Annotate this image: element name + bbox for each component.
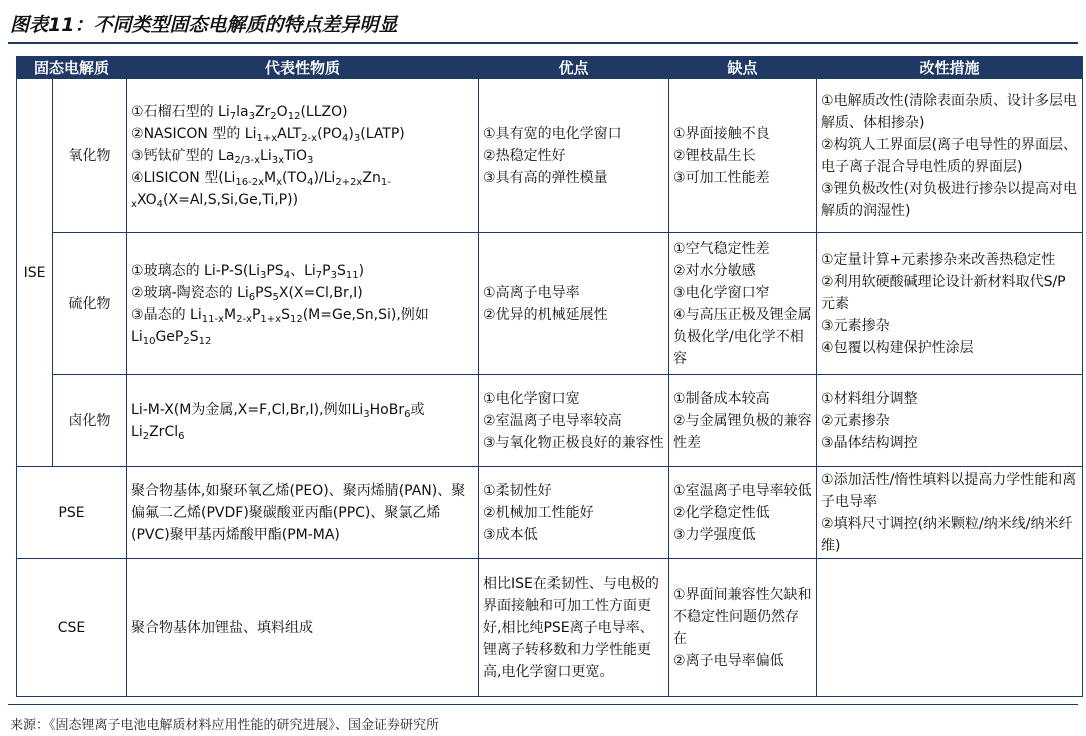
table-row-oxide (17, 79, 1083, 233)
pros-cell: 相比ISE在柔韧性、与电极的界面接触和可加工性方面更好,相比纯PSE离子电导率、锂离子转移数和力学性能更高,电化学窗口更宽。 (479, 559, 669, 697)
materials-cell: ①石榴石型的 $Li_7la_3Zr_2O_{12}(LLZO)$ ②NASICON 型的 $Li_{1+x}ALT_{2-x}(PO_4)_3(LATP)$ ③钙钛矿型的 $La_{2/3-x}Li_{3x}TiO_3$ ④LISICON 型$(Li_{16-2x}M_x(TO_4)/Li_{2+2x}Zn_{1-x}XO_4(X=Al,S,Si,Ge,Ti,P))$ (127, 79, 479, 233)
ise-group-label: ISE (17, 79, 53, 467)
type-name: 硫化物 (53, 233, 127, 375)
materials-cell: 聚合物基体,如聚环氧乙烯(PEO)、聚丙烯腈(PAN)、聚偏氟二乙烯(PVDF)聚碳酸亚丙酯(PPC)、聚氯乙烯(PVC)聚甲基丙烯酸甲酯(PM-MA) (127, 467, 479, 559)
header-materials: 代表性物质 (127, 57, 479, 79)
modifications-cell: ①材料组分调整 ②元素掺杂 ③晶体结构调控 (817, 375, 1083, 467)
header-cons: 缺点 (669, 57, 817, 79)
modifications-cell: ①电解质改性(清除表面杂质、设计多层电解质、体相掺杂) ②构筑人工界面层(离子电导性的界面层、电子离子混合导电性质的界面层) ③锂负极改性(对负极进行掺杂以提高对电解质的润湿性) (817, 79, 1083, 233)
table-header-row (17, 57, 1083, 79)
type-name: PSE (17, 467, 127, 559)
type-name: 卤化物 (53, 375, 127, 467)
type-name: CSE (17, 559, 127, 697)
table-row-halide (17, 375, 1083, 467)
modifications-cell (817, 559, 1083, 697)
pros-cell: ①电化学窗口宽 ②室温离子电导率较高 ③与氧化物正极良好的兼容性 (479, 375, 669, 467)
modifications-cell: ①添加活性/惰性填料以提高力学性能和离子电导率 ②填料尺寸调控(纳米颗粒/纳米线/纳米纤维) (817, 467, 1083, 559)
table-row-pse (17, 467, 1083, 559)
header-modifications: 改性措施 (817, 57, 1083, 79)
header-pros: 优点 (479, 57, 669, 79)
table-row-sulfide (17, 233, 1083, 375)
type-name: 氧化物 (53, 79, 127, 233)
cons-cell: ①制备成本较高 ②与金属锂负极的兼容性差 (669, 375, 817, 467)
source-divider (8, 704, 1078, 705)
pros-cell: ①柔韧性好 ②机械加工性能好 ③成本低 (479, 467, 669, 559)
materials-cell: ①玻璃态的 $Li-P-S(Li_3PS_4$、$Li_7P_3S_{11}$) ②玻璃-陶瓷态的 $Li_6PS_5X(X=Cl,Br,I)$ ③晶态的 $Li_{11-x}M_{2-x}P_{1+x}S_{12}(M=Ge,Sn,Si)$,例如$Li_{10}GeP_2S_{12}$ (127, 233, 479, 375)
table-row-cse (17, 559, 1083, 697)
cons-cell: ①界面间兼容性欠缺和不稳定性问题仍然存在 ②离子电导率偏低 (669, 559, 817, 697)
page-title: 图表11：不同类型固态电解质的特点差异明显 (10, 14, 398, 36)
source-note: 来源：《固态锂离子电池电解质材料应用性能的研究进展》、国金证券研究所 (10, 718, 440, 733)
modifications-cell: ①定量计算+元素掺杂来改善热稳定性 ②利用软硬酸碱理论设计新材料取代S/P元素 ③元素掺杂 ④包覆以构建保护性涂层 (817, 233, 1083, 375)
pros-cell: ①高离子电导率 ②优异的机械延展性 (479, 233, 669, 375)
cons-cell: ①界面接触不良 ②锂枝晶生长 ③可加工性能差 (669, 79, 817, 233)
electrolyte-comparison-table (16, 56, 1083, 697)
materials-cell: 聚合物基体加锂盐、填料组成 (127, 559, 479, 697)
materials-cell: Li-M-X(M为金属,X=F,Cl,Br,I),例如$Li_3HoBr_6$或 $Li_2ZrCl_6$ (127, 375, 479, 467)
title-divider (8, 42, 1078, 44)
pros-cell: ①具有宽的电化学窗口 ②热稳定性好 ③具有高的弹性模量 (479, 79, 669, 233)
cons-cell: ①室温离子电导率较低 ②化学稳定性低 ③力学强度低 (669, 467, 817, 559)
header-electrolyte: 固态电解质 (17, 57, 127, 79)
cons-cell: ①空气稳定性差 ②对水分敏感 ③电化学窗口窄 ④与高压正极及锂金属负极化学/电化学不相容 (669, 233, 817, 375)
